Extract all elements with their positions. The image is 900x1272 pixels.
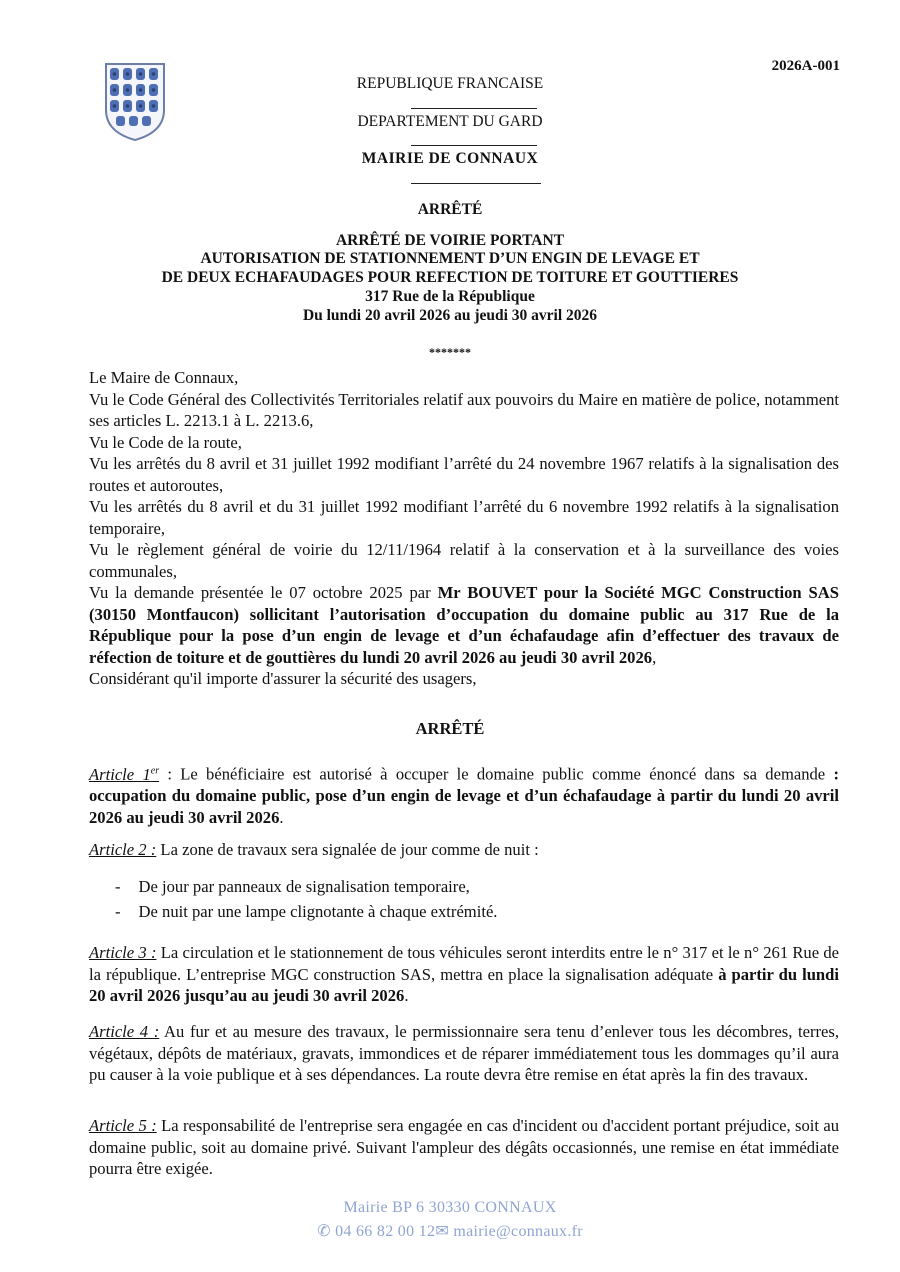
title-dates: Du lundi 20 avril 2026 au jeudi 30 avril 2026 [302, 307, 598, 324]
preamble-arretes-1992: Vu les arrêtés du 8 avril et du 31 juillet 1992 modifiant l’arrêté du 6 novembre 1992 relatifs à la signalisation temporaire, [89, 497, 839, 538]
demande-end: , [652, 647, 657, 667]
list-item [115, 901, 839, 923]
list-item-day: De jour par panneaux de signalisation temporaire, [138, 877, 470, 896]
preamble-code-route: Vu le Code de la route, [89, 432, 242, 452]
article-1-sup: er [150, 765, 160, 776]
article-5-label: Article 5 : [89, 1116, 157, 1135]
article-5-text: La responsabilité de l'entreprise sera engagée en cas d'incident ou d'accident portant préjudice, soit au domaine public, soit au domaine privé. Suivant l'ampleur des dégâts occasionnés, une remise en état immédiate pourra être exigée. [89, 1116, 839, 1178]
header-mairie: MAIRIE DE CONNAUX [361, 150, 539, 167]
article-3-bold: à partir du lundi 20 avril 2026 jusqu’au au jeudi 30 avril 2026 [89, 964, 840, 1005]
preamble-arretes-1967: Vu les arrêtés du 8 avril et 31 juillet 1992 modifiant l’arrêté du 24 novembre 1967 relatifs à la signalisation des routes et autoroutes, [89, 454, 839, 495]
footer-email[interactable]: mairie@connaux.fr [453, 1223, 583, 1240]
list-dash: - [115, 877, 121, 896]
article-3-end: . [404, 986, 409, 1005]
header-divider [411, 108, 537, 109]
article-3-label: Article 3 : [89, 943, 157, 962]
article-4-text: Au fur et au mesure des travaux, le permissionnaire sera tenu d’enlever tous les décombres, terres, végétaux, dépôts de matériaux, gravats, immondices et de réparer immédiatement tous les dommages qu’il aura pu causer à la voie publique et à ses dépendances. La route devra être remise en état après la fin des travaux. [89, 1022, 839, 1084]
preamble-demande [89, 582, 839, 668]
preamble [89, 367, 839, 690]
article-4 [89, 1021, 839, 1086]
envelope-icon: ✉ [435, 1223, 450, 1240]
preamble-voirie: Vu le règlement général de voirie du 12/11/1964 relatif à la conservation et à la surveillance des voies communales, [89, 540, 839, 581]
article-1 [89, 760, 839, 828]
footer-address: Mairie BP 6 30330 CONNAUX [343, 1199, 557, 1216]
footer-phone: 04 66 82 00 12 [335, 1223, 436, 1240]
decree-heading: ARRÊTÉ [415, 719, 485, 738]
article-4-label: Article 4 : [89, 1022, 160, 1041]
title-line-1: ARRÊTÉ DE VOIRIE PORTANT [335, 232, 565, 249]
article-1-bold: : occupation du domaine public, pose d’un engin de levage et d’un échafaudage à partir du lundi 20 avril 2026 au jeudi 30 avril 2026 [89, 764, 839, 827]
list-dash: - [115, 901, 121, 921]
title-line-2: AUTORISATION DE STATIONNEMENT D’UN ENGIN DE LEVAGE ET [200, 250, 700, 267]
header-divider [411, 145, 537, 146]
header-republic: REPUBLIQUE FRANCAISE [356, 75, 544, 92]
footer-contact [0, 1221, 900, 1241]
article-1-text: : Le bénéficiaire est autorisé à occuper le domaine public comme énoncé dans sa demande [159, 764, 834, 784]
header-divider [411, 183, 541, 184]
article-5 [89, 1115, 839, 1180]
demande-intro: Vu la demande présentée le 07 octobre 2025 par [89, 583, 438, 602]
header-department: DEPARTEMENT DU GARD [357, 113, 543, 130]
demande-detail: Mr BOUVET pour la Société MGC Construction SAS (30150 Montfaucon) sollicitant l’autorisation d’occupation du domaine public au 317 Rue de la République pour la pose d’un engin de levage et d’un échafaudage afin d’effectuer des travaux de réfection de toiture et de gouttières du lundi 20 avril 2026 au jeudi 30 avril 2026 [89, 583, 840, 667]
title-arrete: ARRÊTÉ [417, 201, 483, 218]
article-2-text: La zone de travaux sera signalée de jour comme de nuit : [156, 840, 539, 859]
title-line-3: DE DEUX ECHAFAUDAGES POUR REFECTION DE TOITURE ET GOUTTIERES [161, 269, 739, 286]
phone-icon: ✆ [317, 1223, 331, 1240]
decree-reference: 2026A-001 [771, 58, 840, 74]
article-2-list [89, 876, 839, 922]
article-3 [89, 942, 839, 1007]
article-1-end: . [279, 807, 284, 827]
article-2-label: Article 2 : [89, 840, 157, 859]
article-1-label [89, 765, 159, 784]
list-item-night: De nuit par une lampe clignotante à chaque extrémité. [138, 901, 498, 921]
article-3-text: La circulation et le stationnement de tous véhicules seront interdits entre le n° 317 et le n° 261 Rue de la république. L’entreprise MGC construction SAS, mettra en place la signalisation adéquate [89, 943, 840, 984]
preamble-considerant: Considérant qu'il importe d'assurer la sécurité des usagers, [89, 669, 477, 688]
article-1-label-text: Article 1 [89, 764, 151, 784]
list-item [115, 876, 839, 898]
article-2 [89, 839, 839, 861]
preamble-cgct: Vu le Code Général des Collectivités Territoriales relatif aux pouvoirs du Maire en matière de police, notamment ses articles L. 2213.1 à L. 2213.6, [89, 389, 839, 430]
preamble-mayor: Le Maire de Connaux, [89, 368, 239, 387]
separator: ******* [429, 345, 471, 359]
title-address: 317 Rue de la République [365, 288, 535, 305]
